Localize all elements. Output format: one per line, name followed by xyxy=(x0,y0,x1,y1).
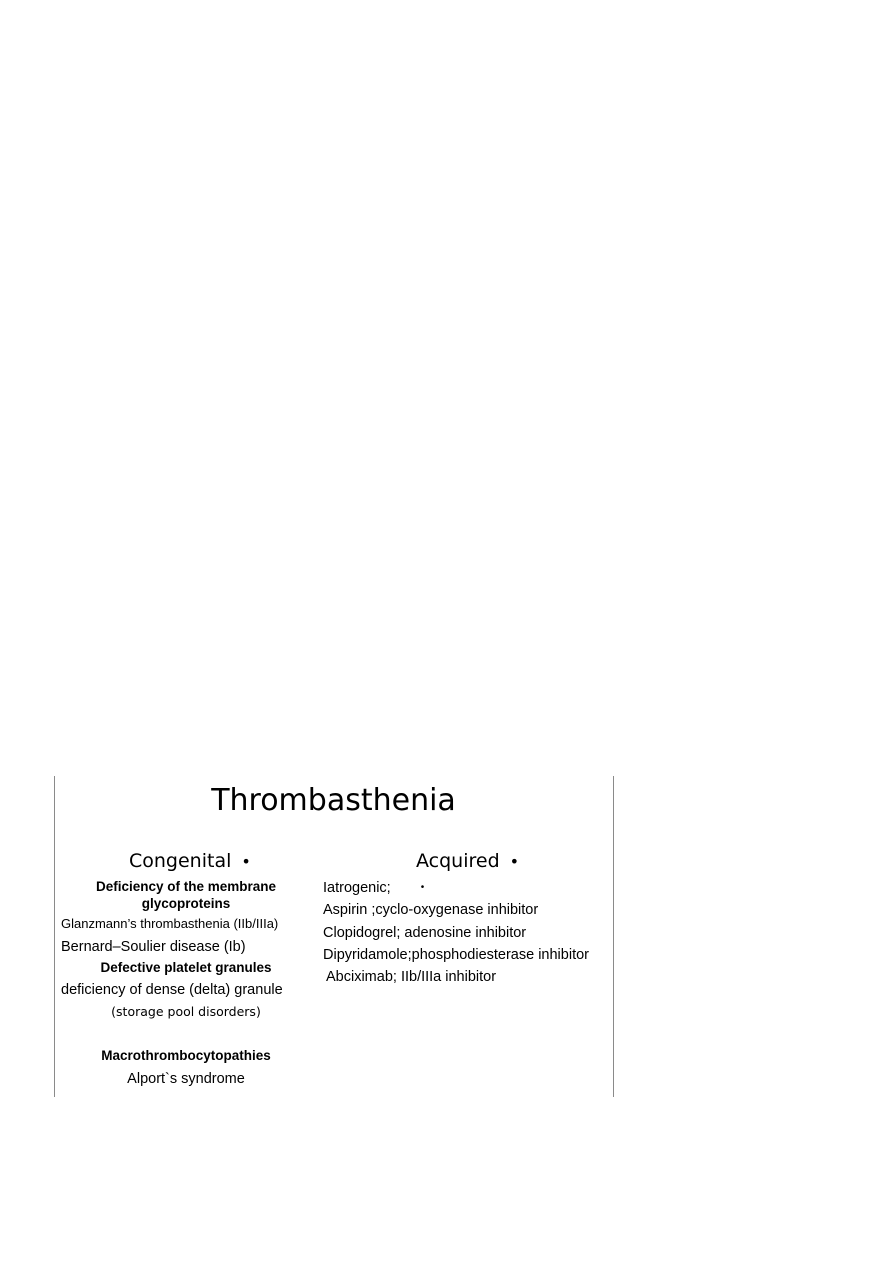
congenital-subheading-macrothrombocytopathies: Macrothrombocytopathies xyxy=(101,1048,271,1063)
congenital-item-bernard-soulier: Bernard–Soulier disease (Ib) xyxy=(61,939,246,955)
congenital-item-glanzmann: Glanzmann’s thrombasthenia (IIb/IIIa) xyxy=(61,916,279,931)
acquired-item-aspirin: Aspirin ;cyclo-oxygenase inhibitor xyxy=(323,902,539,918)
acquired-bullet-icon: • xyxy=(509,852,520,871)
congenital-item-storage-pool: (storage pool disorders) xyxy=(111,1004,261,1019)
congenital-heading xyxy=(129,849,251,874)
slide-title: Thrombasthenia xyxy=(211,783,456,818)
congenital-item-alport: Alport`s syndrome xyxy=(127,1071,245,1087)
congenital-item-dense-granule: deficiency of dense (delta) granule xyxy=(61,982,283,998)
slide-border-right xyxy=(613,776,614,1097)
acquired-heading-label: Acquired xyxy=(416,850,500,872)
acquired-item-dipyridamole: Dipyridamole;phosphodiesterase inhibitor xyxy=(323,947,589,963)
acquired-item-clopidogrel: Clopidogrel; adenosine inhibitor xyxy=(323,925,527,941)
acquired-item-bullet-icon: • xyxy=(420,882,425,894)
congenital-subheading-glycoproteins-line2: glycoproteins xyxy=(141,896,231,911)
congenital-subheading-glycoproteins-line1: Deficiency of the membrane xyxy=(95,879,277,894)
acquired-item-iatrogenic-label: Iatrogenic; xyxy=(323,880,391,896)
congenital-subheading-granules: Defective platelet granules xyxy=(100,960,272,975)
congenital-bullet-icon: • xyxy=(241,852,251,871)
acquired-item-abciximab: Abciximab; IIb/IIIa inhibitor xyxy=(326,969,497,985)
acquired-heading xyxy=(416,849,519,874)
congenital-heading-label: Congenital xyxy=(129,850,232,872)
acquired-item-iatrogenic xyxy=(323,878,424,898)
